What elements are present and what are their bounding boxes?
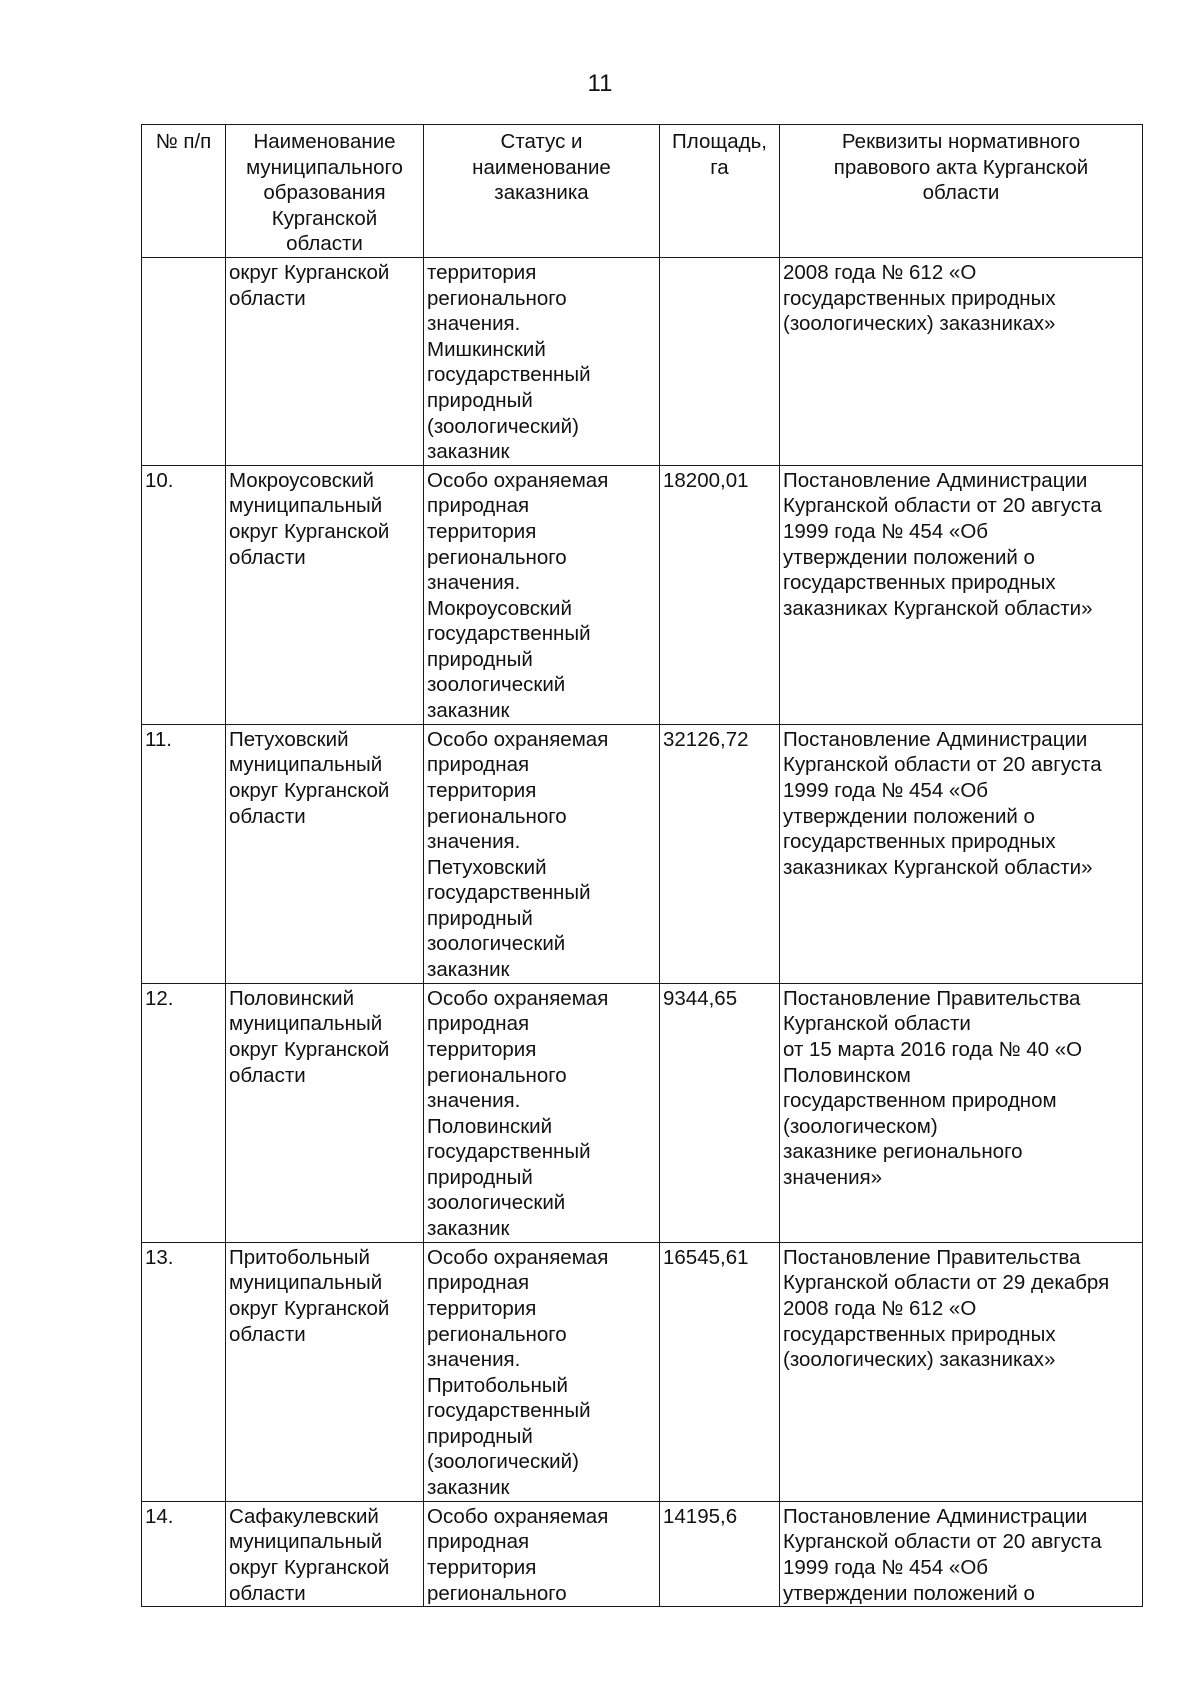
cell-area: 18200,01 [660,465,780,724]
cell-legal-act: Постановление Правительства Курганской области от 15 марта 2016 года № 40 «О Половинском государственном природном (зоологическом) заказнике регионального значения» [780,983,1143,1242]
table-row [142,465,1143,724]
table-row [142,257,1143,465]
cell-area [660,257,780,465]
cell-municipality: Половинский муниципальный округ Курганской области [226,983,424,1242]
cell-legal-act: Постановление Администрации Курганской области от 20 августа 1999 года № 454 «Об утверждении положений о государственных природных заказниках Курганской области» [780,465,1143,724]
cell-municipality: Сафакулевский муниципальный округ Курганской области [226,1501,424,1606]
table-row [142,1242,1143,1501]
cell-status: Особо охраняемая природная территория регионального значения. Петуховский государственный природный зоологический заказник [424,724,660,983]
cell-status: территория регионального значения. Мишкинский государственный природный (зоологический) заказник [424,257,660,465]
table-row [142,1501,1143,1606]
header-number: № п/п [142,125,226,258]
table-header-row [142,125,1143,258]
table-row [142,724,1143,983]
cell-municipality: Мокроусовский муниципальный округ Курганской области [226,465,424,724]
cell-number: 12. [142,983,226,1242]
table-row [142,983,1143,1242]
header-status: Статус и наименование заказника [424,125,660,258]
cell-number [142,257,226,465]
cell-area: 9344,65 [660,983,780,1242]
cell-municipality: Притобольный муниципальный округ Курганской области [226,1242,424,1501]
header-municipality: Наименование муниципального образования Курганской области [226,125,424,258]
cell-number: 10. [142,465,226,724]
cell-status: Особо охраняемая природная территория регионального значения. Мокроусовский государственный природный зоологический заказник [424,465,660,724]
cell-legal-act: Постановление Правительства Курганской области от 29 декабря 2008 года № 612 «О государственных природных (зоологических) заказниках» [780,1242,1143,1501]
header-area: Площадь, га [660,125,780,258]
cell-legal-act: 2008 года № 612 «О государственных природных (зоологических) заказниках» [780,257,1143,465]
cell-number: 11. [142,724,226,983]
page-number: 11 [587,70,613,97]
cell-status: Особо охраняемая природная территория регионального значения. Притобольный государственный природный (зоологический) заказник [424,1242,660,1501]
cell-area: 14195,6 [660,1501,780,1606]
cell-status: Особо охраняемая природная территория регионального [424,1501,660,1606]
cell-number: 13. [142,1242,226,1501]
cell-status: Особо охраняемая природная территория регионального значения. Половинский государственный природный зоологический заказник [424,983,660,1242]
header-legal-act: Реквизиты нормативного правового акта Курганской области [780,125,1143,258]
reserves-table [141,124,1143,1607]
cell-legal-act: Постановление Администрации Курганской области от 20 августа 1999 года № 454 «Об утверждении положений о государственных природных заказниках Курганской области» [780,724,1143,983]
cell-municipality: Петуховский муниципальный округ Курганской области [226,724,424,983]
cell-number: 14. [142,1501,226,1606]
cell-area: 32126,72 [660,724,780,983]
cell-municipality: округ Курганской области [226,257,424,465]
cell-area: 16545,61 [660,1242,780,1501]
cell-legal-act: Постановление Администрации Курганской области от 20 августа 1999 года № 454 «Об утверждении положений о [780,1501,1143,1606]
